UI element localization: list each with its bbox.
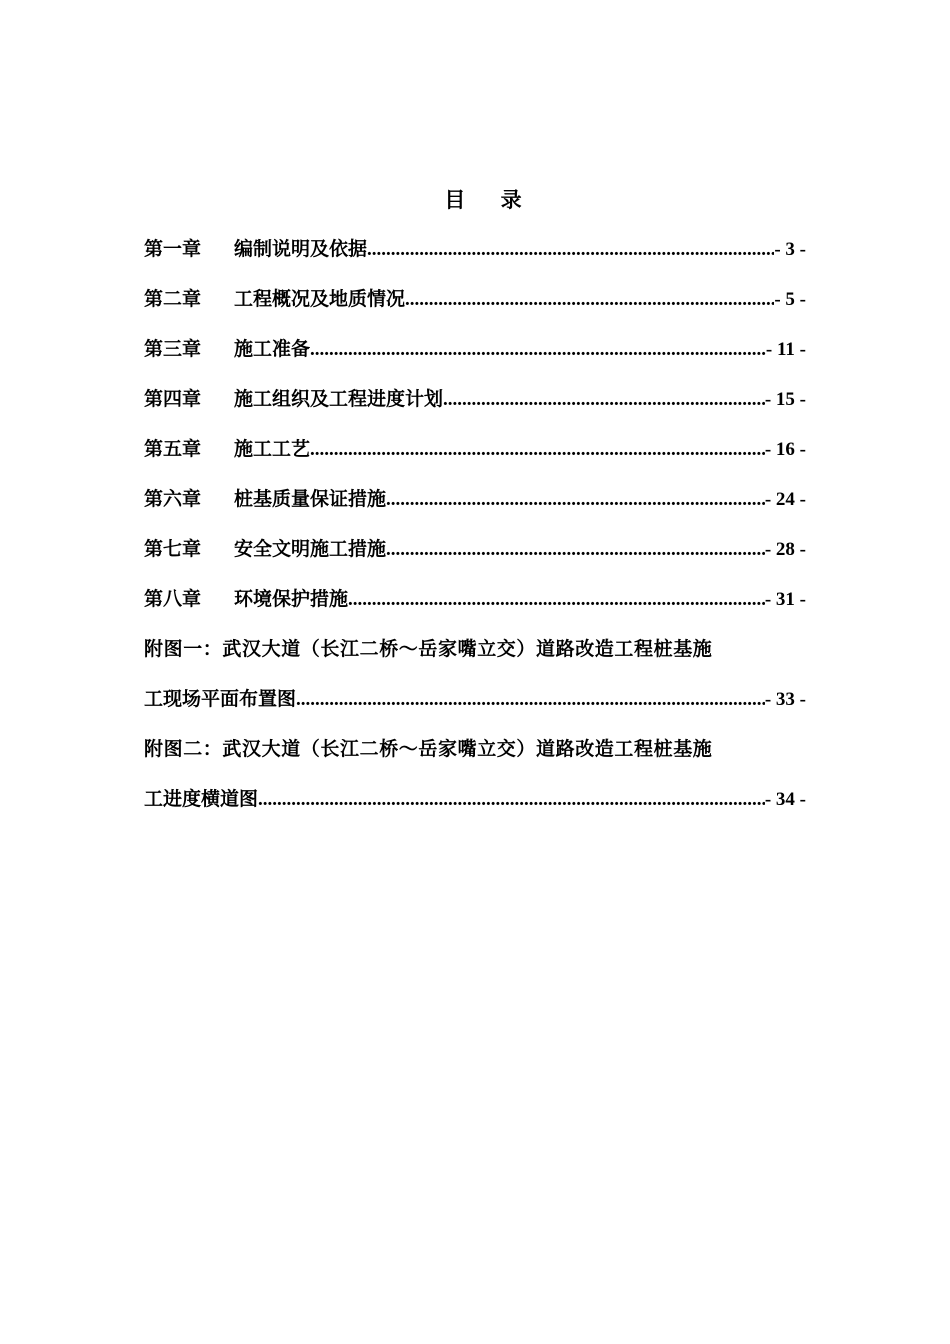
table-of-contents <box>144 229 806 829</box>
toc-chapter-label: 第七章 <box>144 538 202 560</box>
toc-title: 目 录 <box>444 187 536 212</box>
toc-entry-text: 环境保护措施 <box>234 588 349 610</box>
toc-chapter-label: 第五章 <box>144 438 202 460</box>
toc-entry-3[interactable] <box>144 329 806 379</box>
toc-appendix-title: 附图二：武汉大道（长江二桥～岳家嘴立交）道路改造工程桩基施 <box>144 738 713 760</box>
toc-appendix-1[interactable] <box>144 629 806 729</box>
toc-page-number: - 3 - <box>774 239 806 260</box>
toc-chapter-label: 第四章 <box>144 388 202 410</box>
toc-leader-dots <box>386 530 765 570</box>
toc-page-number: - 5 - <box>774 289 806 310</box>
toc-page-number: - 34 - <box>764 789 806 810</box>
toc-page-number: - 15 - <box>764 389 806 410</box>
toc-entry-text: 安全文明施工措施 <box>234 538 387 560</box>
toc-leader-dots <box>310 330 766 370</box>
toc-appendix-continuation <box>144 679 806 729</box>
toc-entry-5[interactable] <box>144 429 806 479</box>
toc-leader-dots <box>386 480 765 520</box>
toc-entry-text: 工现场平面布置图 <box>144 688 297 710</box>
toc-leader-dots <box>296 680 765 720</box>
toc-entry-text: 桩基质量保证措施 <box>234 488 387 510</box>
toc-page-number: - 33 - <box>764 689 806 710</box>
toc-page-number: - 31 - <box>764 589 806 610</box>
toc-appendix-2[interactable] <box>144 729 806 829</box>
toc-chapter-label: 第八章 <box>144 588 202 610</box>
toc-appendix-continuation <box>144 779 806 829</box>
toc-page-number: - 16 - <box>764 439 806 460</box>
toc-leader-dots <box>310 430 765 470</box>
toc-entry-text: 工进度横道图 <box>144 788 259 810</box>
toc-entry-7[interactable] <box>144 529 806 579</box>
toc-leader-dots <box>258 780 765 820</box>
toc-chapter-label: 第二章 <box>144 288 202 310</box>
toc-entry-text: 施工组织及工程进度计划 <box>234 388 444 410</box>
toc-entry-2[interactable] <box>144 279 806 329</box>
toc-entry-text: 施工准备 <box>234 338 311 360</box>
toc-appendix-title: 附图一：武汉大道（长江二桥～岳家嘴立交）道路改造工程桩基施 <box>144 638 713 660</box>
toc-leader-dots <box>367 230 774 270</box>
toc-page-number: - 24 - <box>764 489 806 510</box>
toc-leader-dots <box>405 280 774 320</box>
toc-page-number: - 11 - <box>765 339 806 360</box>
toc-entry-text: 工程概况及地质情况 <box>234 288 406 310</box>
toc-leader-dots <box>443 380 765 420</box>
toc-entry-text: 编制说明及依据 <box>234 238 368 260</box>
toc-leader-dots <box>348 580 765 620</box>
toc-page-number: - 28 - <box>764 539 806 560</box>
toc-chapter-label: 第三章 <box>144 338 202 360</box>
toc-entry-4[interactable] <box>144 379 806 429</box>
toc-entry-6[interactable] <box>144 479 806 529</box>
toc-chapter-label: 第一章 <box>144 238 202 260</box>
toc-entry-1[interactable] <box>144 229 806 279</box>
toc-entry-8[interactable] <box>144 579 806 629</box>
toc-chapter-label: 第六章 <box>144 488 202 510</box>
toc-entry-text: 施工工艺 <box>234 438 311 460</box>
